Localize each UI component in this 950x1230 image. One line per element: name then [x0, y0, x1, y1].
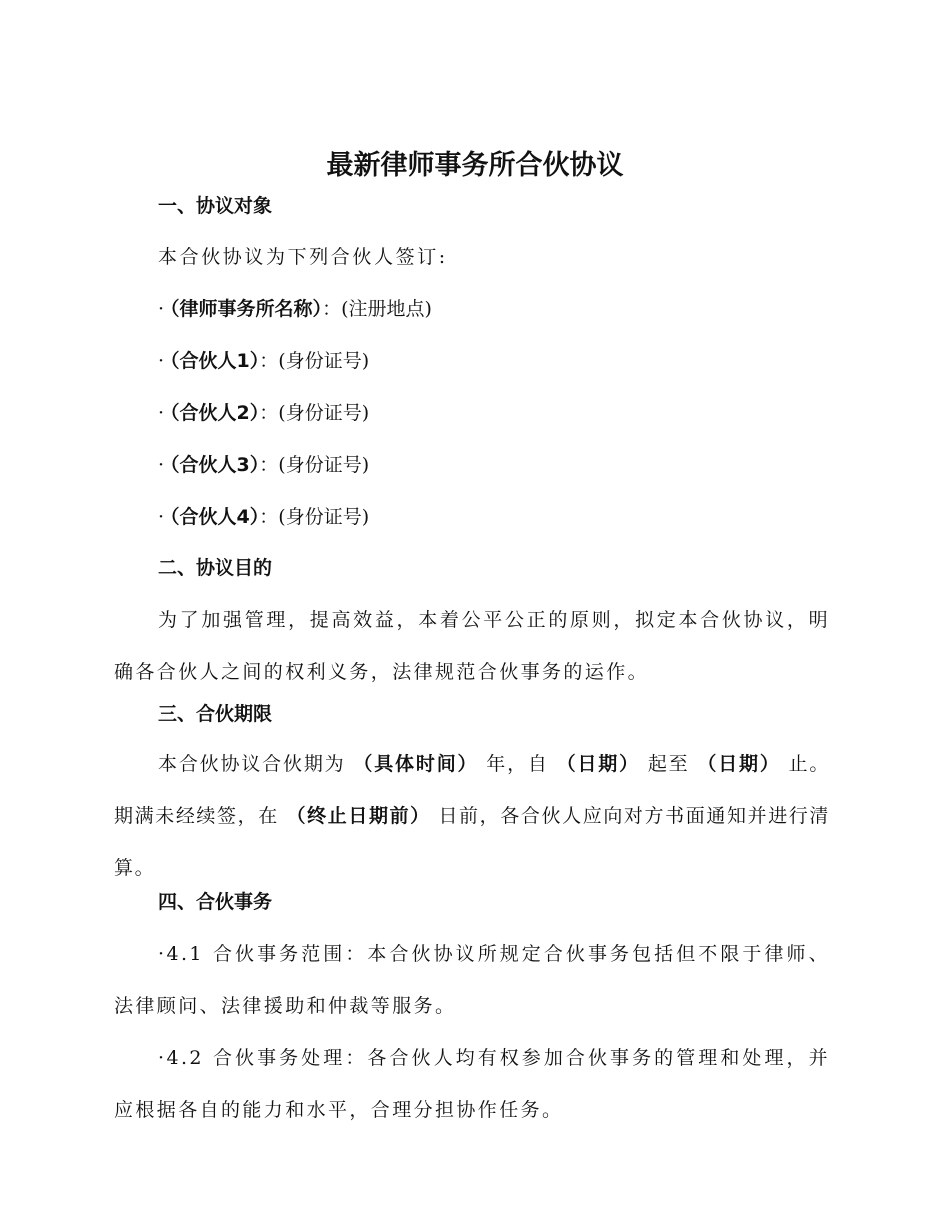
party-separator: ： [259, 350, 279, 372]
section-4-item-text: 4.2 合伙事务处理：各合伙人均有权参加合伙事务的管理和处理，并应根据各自的能力和水平，合理分担协作任务。 [114, 1047, 830, 1121]
section-4-item [114, 928, 830, 1032]
term-text: 起至 [647, 753, 690, 775]
party-detail: (身份证号) [278, 506, 370, 528]
section-2-heading: 二、协议目的 [158, 557, 273, 579]
party-detail: (身份证号) [278, 402, 370, 424]
party-detail: (身份证号) [278, 350, 370, 372]
party-name: （合伙人1） [170, 350, 260, 372]
term-text: 本合伙协议合伙期为 [158, 753, 346, 775]
bullet-dot: · [158, 943, 167, 965]
party-line [158, 347, 369, 375]
section-1-intro: 本合伙协议为下列合伙人签订: [158, 246, 448, 268]
term-end-date-placeholder: （日期） [697, 753, 781, 775]
term-start-date-placeholder: （日期） [556, 753, 640, 775]
party-line [158, 295, 432, 323]
bullet-dot: · [158, 350, 165, 372]
bullet-dot: · [158, 402, 165, 424]
party-detail: (注册地点) [341, 298, 432, 320]
party-separator: ： [322, 298, 342, 320]
party-line [158, 503, 369, 531]
bullet-dot: · [158, 506, 165, 528]
term-duration-placeholder: （具体时间） [353, 753, 479, 775]
document-title: 最新律师事务所合伙协议 [326, 150, 624, 181]
party-separator: ： [259, 506, 279, 528]
party-detail: (身份证号) [278, 454, 370, 476]
section-3-heading: 三、合伙期限 [158, 703, 273, 725]
party-name: （律师事务所名称） [170, 298, 323, 320]
section-4-item [114, 1032, 830, 1136]
party-separator: ： [259, 402, 279, 424]
section-4-heading: 四、合伙事务 [158, 891, 273, 913]
term-text: 日前，各合伙人应向对方书面通知并进行清算。 [114, 805, 831, 879]
term-text: 止。期满未经续签，在 [114, 753, 831, 827]
termination-date-placeholder: （终止日期前） [286, 805, 431, 827]
bullet-dot: · [158, 1047, 167, 1069]
party-name: （合伙人2） [170, 402, 260, 424]
party-separator: ： [259, 454, 279, 476]
bullet-dot: · [158, 298, 165, 320]
bullet-dot: · [158, 454, 165, 476]
section-2-paragraph: 为了加强管理，提高效益，本着公平公正的原则，拟定本合伙协议，明确各合伙人之间的权利义务，法律规范合伙事务的运作。 [114, 609, 830, 683]
section-4-item-text: 4.1 合伙事务范围：本合伙协议所规定合伙事务包括但不限于律师、法律顾问、法律援助和仲裁等服务。 [114, 943, 830, 1017]
party-line [158, 451, 369, 479]
term-text: 年，自 [486, 753, 549, 775]
party-name: （合伙人4） [170, 506, 260, 528]
section-3-paragraph [114, 738, 830, 894]
party-name: （合伙人3） [170, 454, 260, 476]
party-line [158, 399, 369, 427]
section-1-heading: 一、协议对象 [158, 195, 273, 217]
